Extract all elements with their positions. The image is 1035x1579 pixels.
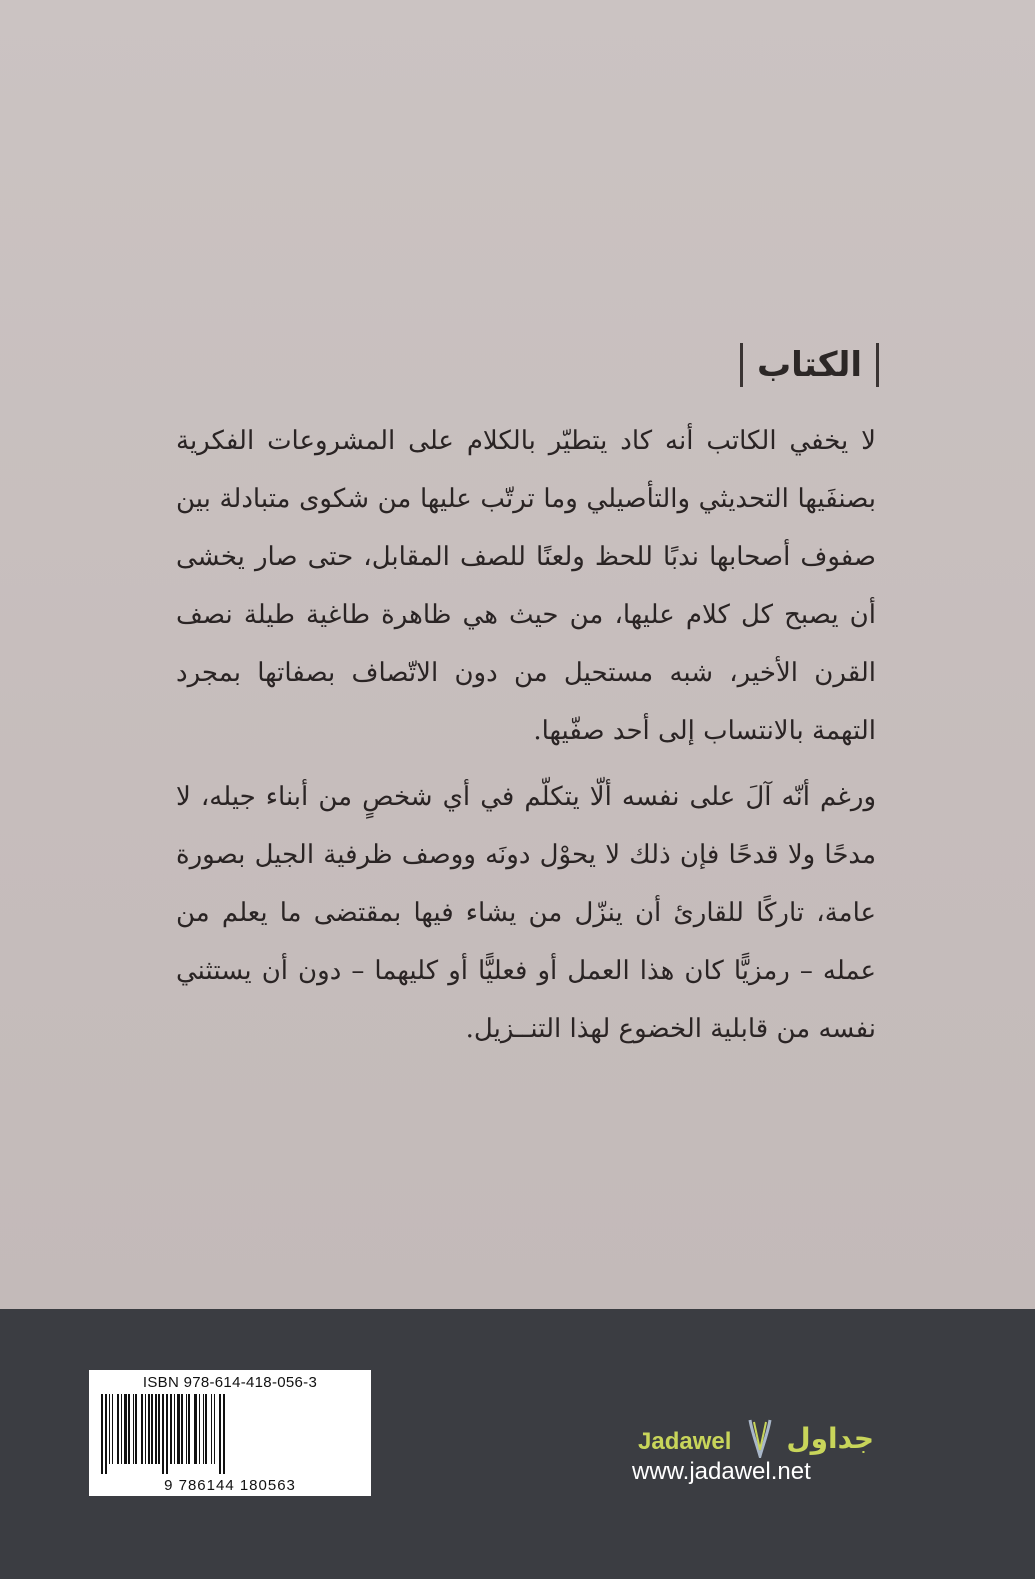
- barcode-bar: [174, 1394, 175, 1464]
- barcode-bar: [203, 1394, 204, 1464]
- barcode-bar: [128, 1394, 130, 1464]
- barcode: [89, 1370, 371, 1496]
- publisher-logo-icon: [746, 1418, 774, 1458]
- publisher-brand: [630, 1418, 880, 1498]
- barcode-bar: [205, 1394, 207, 1464]
- barcode-bar: [223, 1394, 225, 1474]
- barcode-bar: [117, 1394, 119, 1464]
- barcode-bar: [121, 1394, 122, 1464]
- barcode-bar: [151, 1394, 153, 1464]
- barcode-bar: [145, 1394, 146, 1464]
- barcode-bar: [188, 1394, 190, 1464]
- heading-divider: [740, 343, 743, 387]
- barcode-bar: [166, 1394, 168, 1474]
- barcode-bar: [133, 1394, 134, 1464]
- barcode-bar: [112, 1394, 113, 1464]
- barcode-bar: [211, 1394, 212, 1464]
- barcode-bar: [181, 1394, 183, 1464]
- barcode-bar: [199, 1394, 200, 1464]
- barcode-bar: [135, 1394, 137, 1464]
- cover-artwork: [580, 0, 1035, 300]
- barcode-bar: [170, 1394, 172, 1464]
- barcode-bar: [214, 1394, 215, 1464]
- barcode-bar: [177, 1394, 180, 1464]
- barcode-bar: [158, 1394, 160, 1464]
- barcode-bar: [124, 1394, 127, 1464]
- barcode-bar: [186, 1394, 187, 1464]
- description-paragraph-1: لا يخفي الكاتب أنه كاد يتطيّر بالكلام على المشروعات الفكرية بصنفَيها التحديثي والتأصيلي وما ترتّب عليها من شكوى متبادلة بين صفوف أصحابها ندبًا للحظ ولعنًا للصف المقابل، حتى صار يخشى أن يصبح كل كلام عليها، من حيث هي ظاهرة طاغية طيلة نصف القرن الأخير، شبه مستحيل من دون الاتّصاف بصفاتها بمجرد التهمة بالانتساب إلى أحد صفّيها.: [176, 426, 876, 746]
- description-paragraph-2: ورغم أنّه آلَ على نفسه ألّا يتكلّم في أي شخصٍ من أبناء جيله، لا مدحًا ولا قدحًا فإن ذلك لا يحوْل دونَه ووصف ظرفية الجيل بصورة عامة، تاركًا للقارئ أن ينزّل من يشاء فيها بمقتضى ما يعلم من عمله – رمزيًّا كان هذا العمل أو فعليًّا أو كليهما – دون أن يستثني نفسه من قابلية الخضوع لهذا التنــزيل.: [176, 782, 876, 1044]
- barcode-digits: 9 786144 180563: [164, 1477, 296, 1494]
- barcode-bar: [219, 1394, 221, 1474]
- barcode-bar: [148, 1394, 150, 1464]
- barcode-bar: [194, 1394, 197, 1464]
- heading-divider: [876, 343, 879, 387]
- publisher-name-arabic: جداول: [786, 1422, 874, 1455]
- publisher-name-latin: Jadawel: [638, 1428, 732, 1455]
- barcode-bar: [101, 1394, 103, 1474]
- section-heading: [740, 342, 879, 388]
- isbn-label: ISBN 978-614-418-056-3: [142, 1374, 318, 1391]
- barcode-bar: [141, 1394, 143, 1464]
- barcode-bar: [109, 1394, 110, 1464]
- barcode-bar: [105, 1394, 107, 1474]
- barcode-bars: [97, 1394, 363, 1474]
- publisher-website: www.jadawel.net: [632, 1458, 811, 1485]
- heading-text: الكتاب: [756, 345, 862, 385]
- barcode-bar: [162, 1394, 164, 1474]
- barcode-bar: [155, 1394, 157, 1464]
